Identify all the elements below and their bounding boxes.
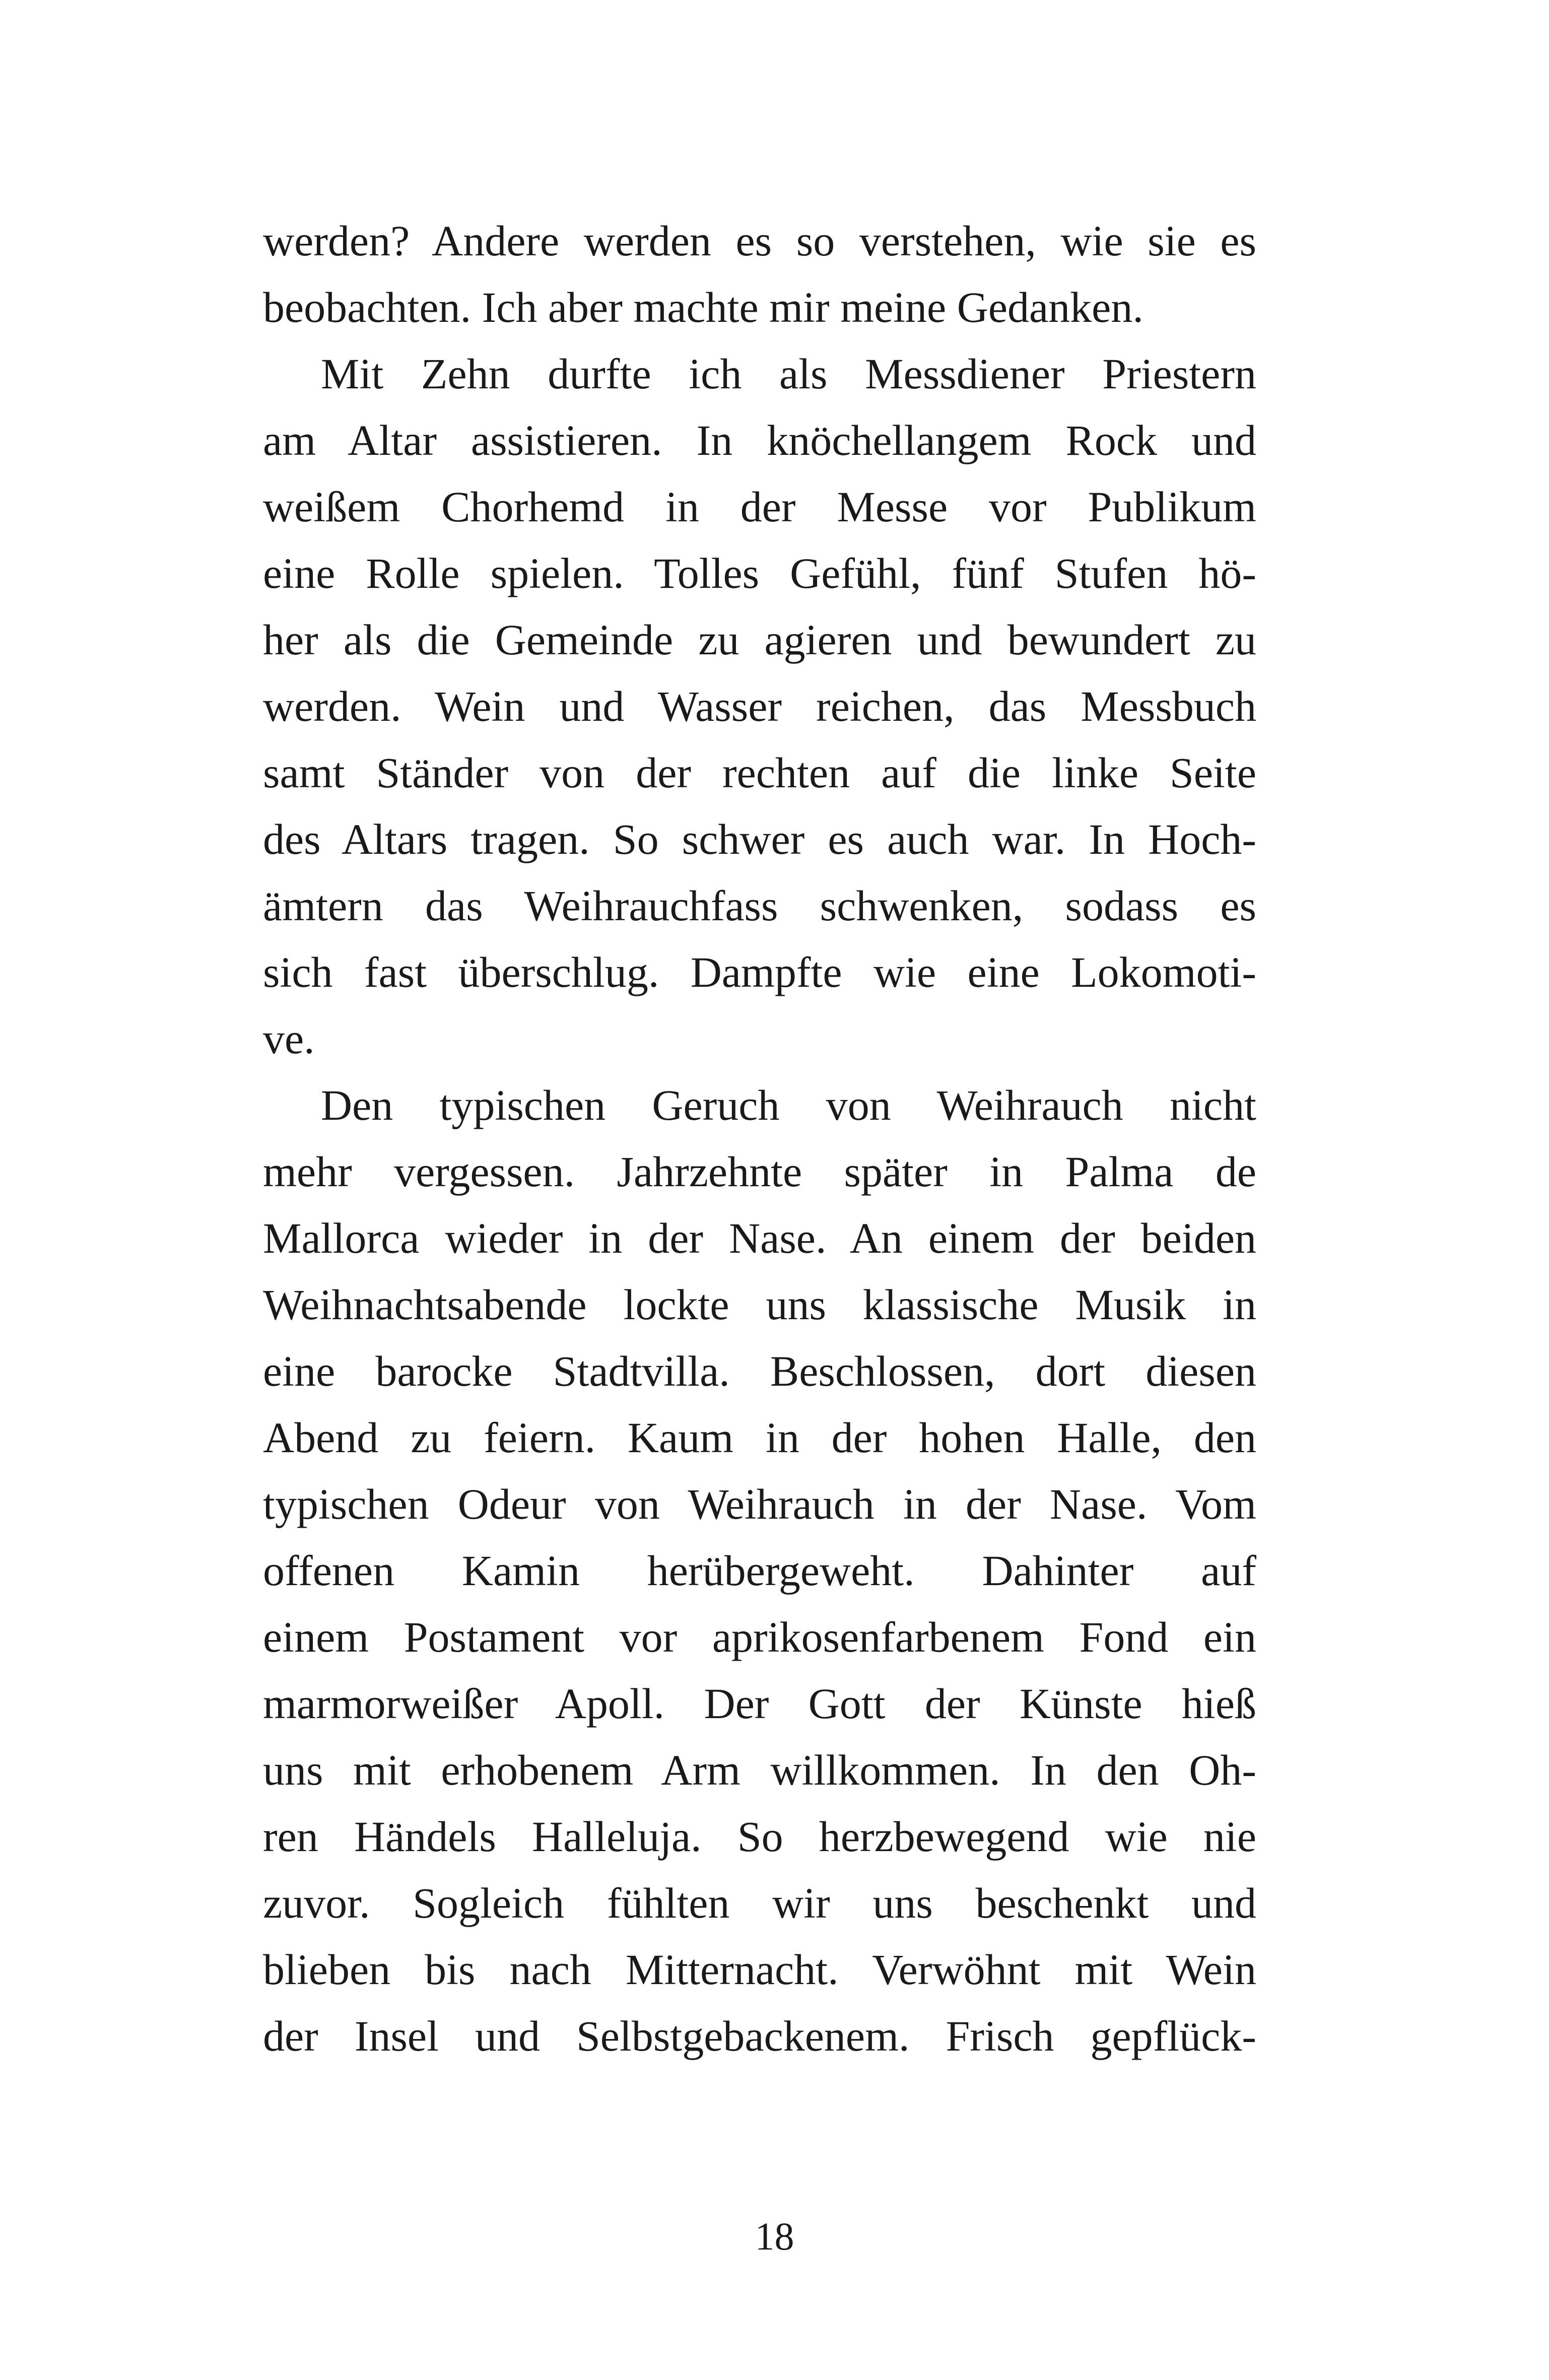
text-line: marmorweißer Apoll. Der Gott der Künste hieß [263, 1679, 1256, 1728]
text-line: Den typischen Geruch von Weihrauch nicht [321, 1081, 1256, 1129]
text-line: beobachten. Ich aber machte mir meine Gedanken. [263, 283, 1143, 331]
text-line: mehr vergessen. Jahrzehnte später in Palma de [263, 1147, 1256, 1196]
text-line: offenen Kamin herübergeweht. Dahinter auf [263, 1546, 1256, 1595]
text-line: Mallorca wieder in der Nase. An einem der beiden [263, 1214, 1256, 1262]
page-number: 18 [755, 2214, 794, 2258]
text-line: Weihnachtsabende lockte uns klassische Musik in [263, 1280, 1256, 1329]
text-line: zuvor. Sogleich fühlten wir uns beschenkt und [263, 1879, 1256, 1927]
text-line: ren Händels Halleluja. So herzbewegend wie nie [263, 1812, 1256, 1861]
text-line: am Altar assistieren. In knöchellangem Rock und [263, 416, 1256, 464]
text-line: ve. [263, 1014, 315, 1063]
text-line: typischen Odeur von Weihrauch in der Nase. Vom [263, 1480, 1256, 1528]
text-line: werden? Andere werden es so verstehen, wie sie es [263, 217, 1256, 265]
text-line: Mit Zehn durfte ich als Messdiener Priestern [321, 350, 1256, 398]
text-line: eine barocke Stadtvilla. Beschlossen, dort diesen [263, 1347, 1256, 1395]
body-text [263, 208, 1256, 2069]
text-line: der Insel und Selbstgebackenem. Frisch gepflück- [263, 2012, 1256, 2060]
text-line: des Altars tragen. So schwer es auch war. In Hoch- [263, 815, 1256, 863]
text-line: werden. Wein und Wasser reichen, das Messbuch [263, 682, 1256, 730]
text-line: uns mit erhobenem Arm willkommen. In den Oh- [263, 1746, 1256, 1794]
text-line: samt Ständer von der rechten auf die linke Seite [263, 749, 1256, 797]
text-line: Abend zu feiern. Kaum in der hohen Halle, den [263, 1413, 1256, 1462]
text-line: weißem Chorhemd in der Messe vor Publikum [263, 483, 1256, 531]
text-line: blieben bis nach Mitternacht. Verwöhnt mit Wein [263, 1945, 1256, 1994]
text-line: ämtern das Weihrauchfass schwenken, sodass es [263, 881, 1256, 930]
text-line: einem Postament vor aprikosenfarbenem Fond ein [263, 1613, 1256, 1661]
text-line: her als die Gemeinde zu agieren und bewundert zu [263, 616, 1256, 664]
text-line: sich fast überschlug. Dampfte wie eine Lokomoti- [263, 948, 1256, 996]
text-line: eine Rolle spielen. Tolles Gefühl, fünf Stufen hö- [263, 549, 1256, 597]
